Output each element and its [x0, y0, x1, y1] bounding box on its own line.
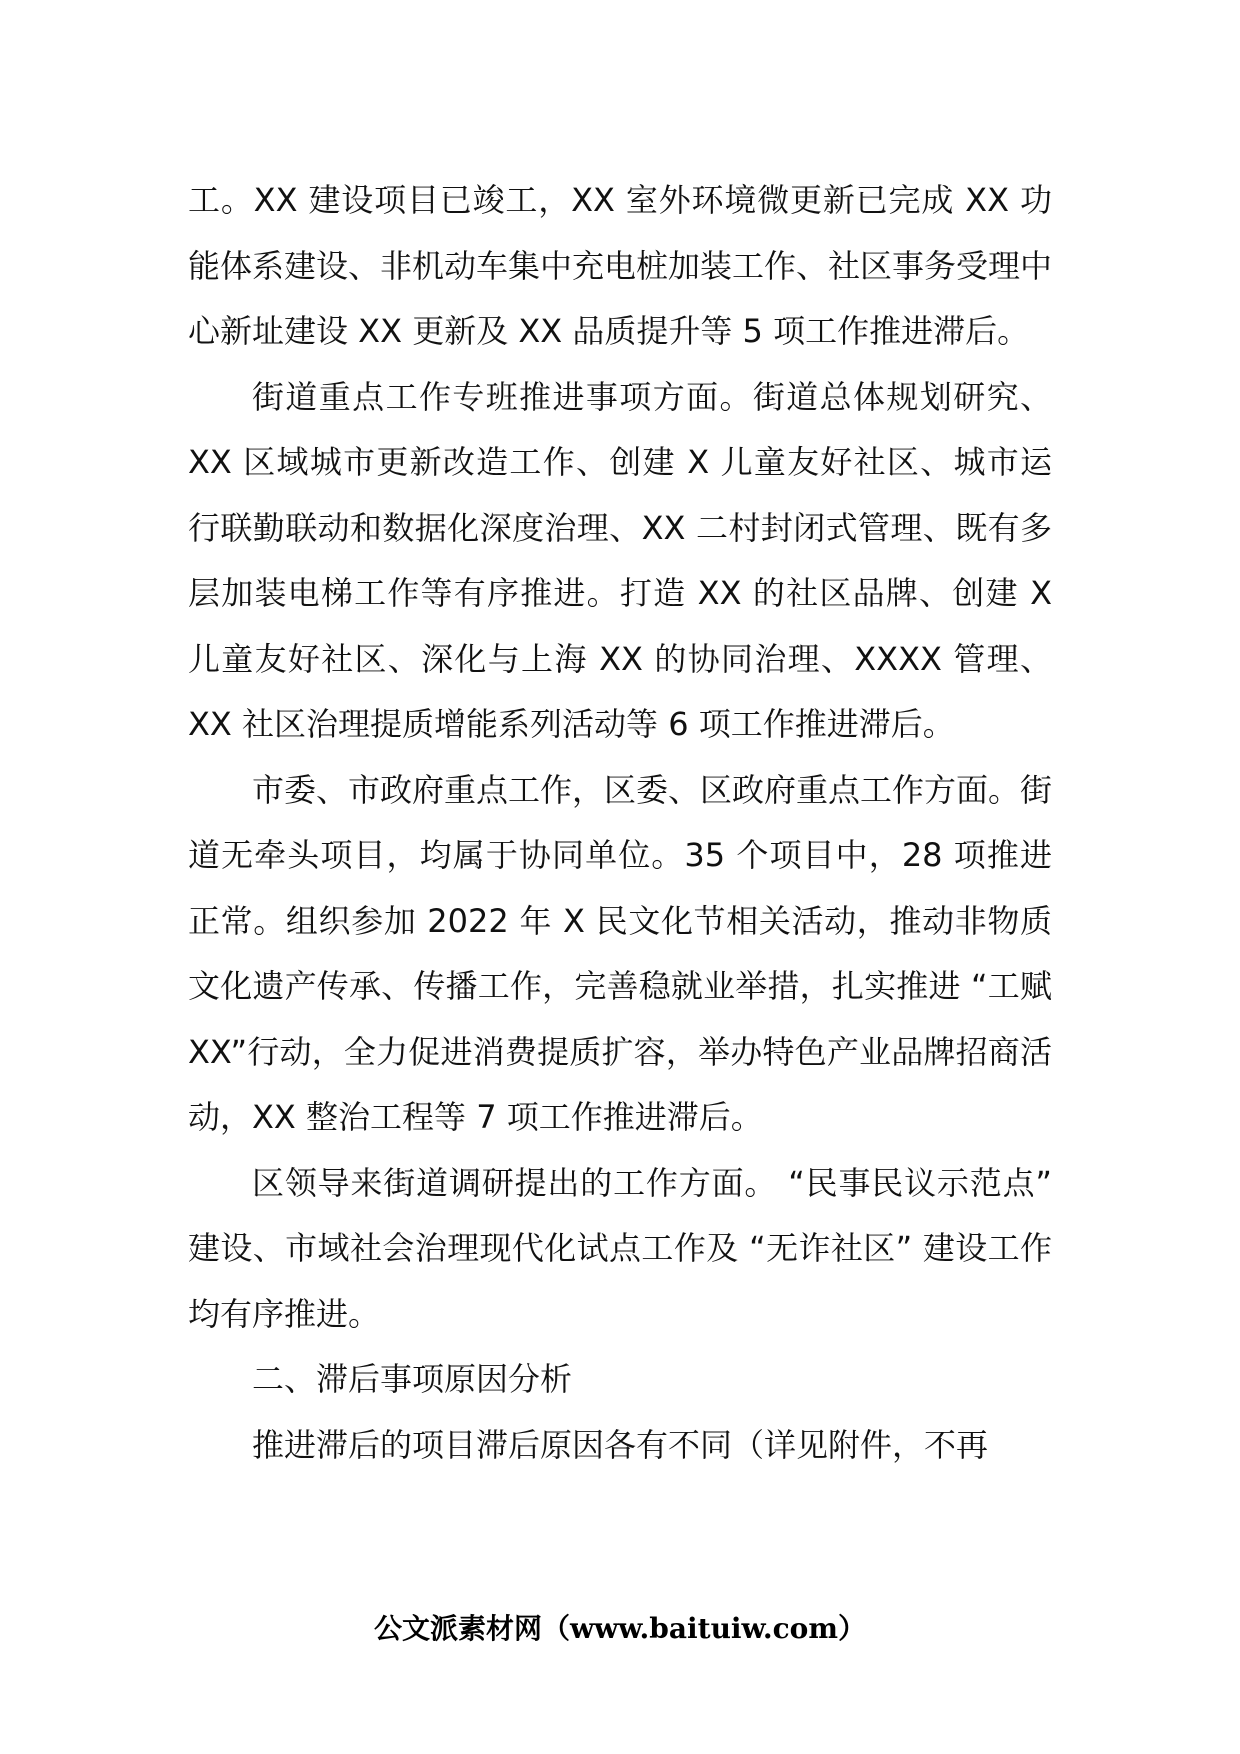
- document-body: [188, 168, 1052, 1478]
- paragraph-continuation: 工。XX 建设项目已竣工，XX 室外环境微更新已完成 XX 功能体系建设、非机动车集中充电桩加装工作、社区事务受理中心新址建设 XX 更新及 XX 品质提升等 5 项工作推进滞后。: [188, 181, 1053, 350]
- footer-watermark: 公文派素材网（www.baituiw.com）: [374, 1612, 866, 1645]
- paragraph-city-district-key-work: 市委、市政府重点工作，区委、区政府重点工作方面。街道无牵头项目，均属于协同单位。35 个项目中，28 项推进正常。组织参加 2022 年 X 民文化节相关活动，推动非物质文化遗产传承、传播工作，完善稳就业举措，扎实推进 “工赋 XX”行动，全力促进消费提质扩容，举办特色产业品牌招商活动，XX 整治工程等 7 项工作推进滞后。: [188, 770, 1053, 1136]
- paragraph-delay-reasons: 推进滞后的项目滞后原因各有不同（详见附件，不再: [252, 1425, 989, 1464]
- section-heading-delay-analysis: 二、滞后事项原因分析: [252, 1360, 573, 1398]
- paragraph-district-leader-research: 区领导来街道调研提出的工作方面。 “民事民议示范点” 建设、市域社会治理现代化试点工作及 “无诈社区” 建设工作均有序推进。: [188, 1163, 1052, 1333]
- paragraph-street-key-work: 街道重点工作专班推进事项方面。街道总体规划研究、XX 区域城市更新改造工作、创建 X 儿童友好社区、城市运行联勤联动和数据化深度治理、XX 二村封闭式管理、既有多层加装电梯工作等有序推进。打造 XX 的社区品牌、创建 X 儿童友好社区、深化与上海 XX 的协同治理、XXXX 管理、XX 社区治理提质增能系列活动等 6 项工作推进滞后。: [188, 377, 1052, 743]
